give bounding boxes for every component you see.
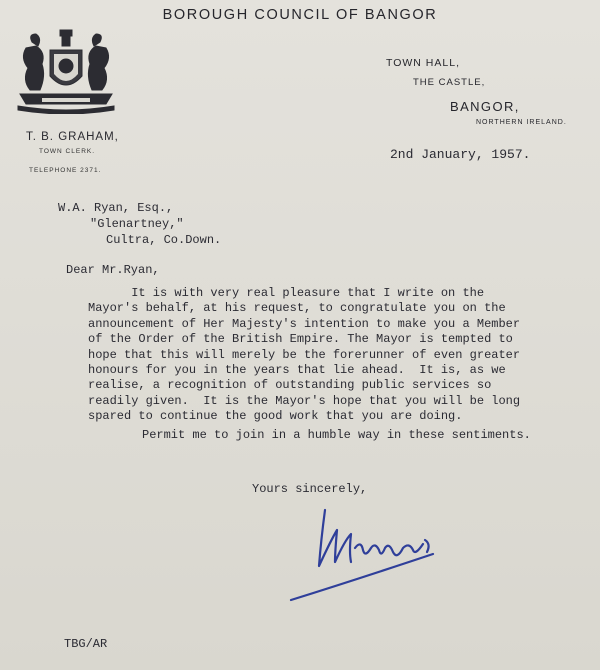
body-line: Mayor's behalf, at his request, to congratulate you on the	[88, 301, 506, 316]
letter-date: 2nd January, 1957.	[390, 147, 531, 162]
valediction: Yours sincerely,	[252, 482, 368, 496]
closing-sentence: Permit me to join in a humble way in these sentiments.	[142, 428, 531, 442]
address-line-northern-ireland: NORTHERN IRELAND.	[476, 119, 567, 126]
recipient-name: W.A. Ryan, Esq.,	[58, 201, 174, 215]
letterhead-title: BOROUGH COUNCIL OF BANGOR	[162, 7, 438, 23]
body-line: spared to continue the good work that you are doing.	[88, 409, 463, 424]
body-line: It is with very real pleasure that I write on the	[88, 286, 485, 300]
body-line: of the Order of the British Empire. The Mayor is tempted to	[88, 332, 513, 347]
address-line-bangor: BANGOR,	[450, 99, 520, 114]
handwritten-signature	[285, 500, 445, 605]
recipient-town: Cultra, Co.Down.	[106, 233, 222, 247]
body-line: realise, a recognition of outstanding public services so	[88, 378, 492, 393]
body-line: readily given. It is the Mayor's hope that you will be long	[88, 393, 521, 408]
telephone-number: TELEPHONE 2371.	[29, 167, 102, 174]
body-line: hope that this will merely be the forerunner of even greater	[88, 347, 521, 362]
salutation: Dear Mr.Ryan,	[66, 263, 160, 277]
bangor-coat-of-arms-icon	[16, 28, 116, 114]
address-line-town-hall: TOWN HALL,	[386, 57, 460, 69]
body-line: announcement of Her Majesty's intention to make you a Member	[88, 316, 521, 331]
letter-body	[88, 286, 521, 425]
body-line: honours for you in the years that lie ahead. It is, as we	[88, 363, 506, 378]
town-clerk-name: T. B. GRAHAM,	[26, 131, 119, 143]
recipient-house: "Glenartney,"	[90, 217, 184, 231]
address-line-castle: THE CASTLE,	[413, 77, 486, 88]
town-clerk-title: TOWN CLERK.	[39, 148, 96, 155]
reference-code: TBG/AR	[64, 637, 108, 651]
